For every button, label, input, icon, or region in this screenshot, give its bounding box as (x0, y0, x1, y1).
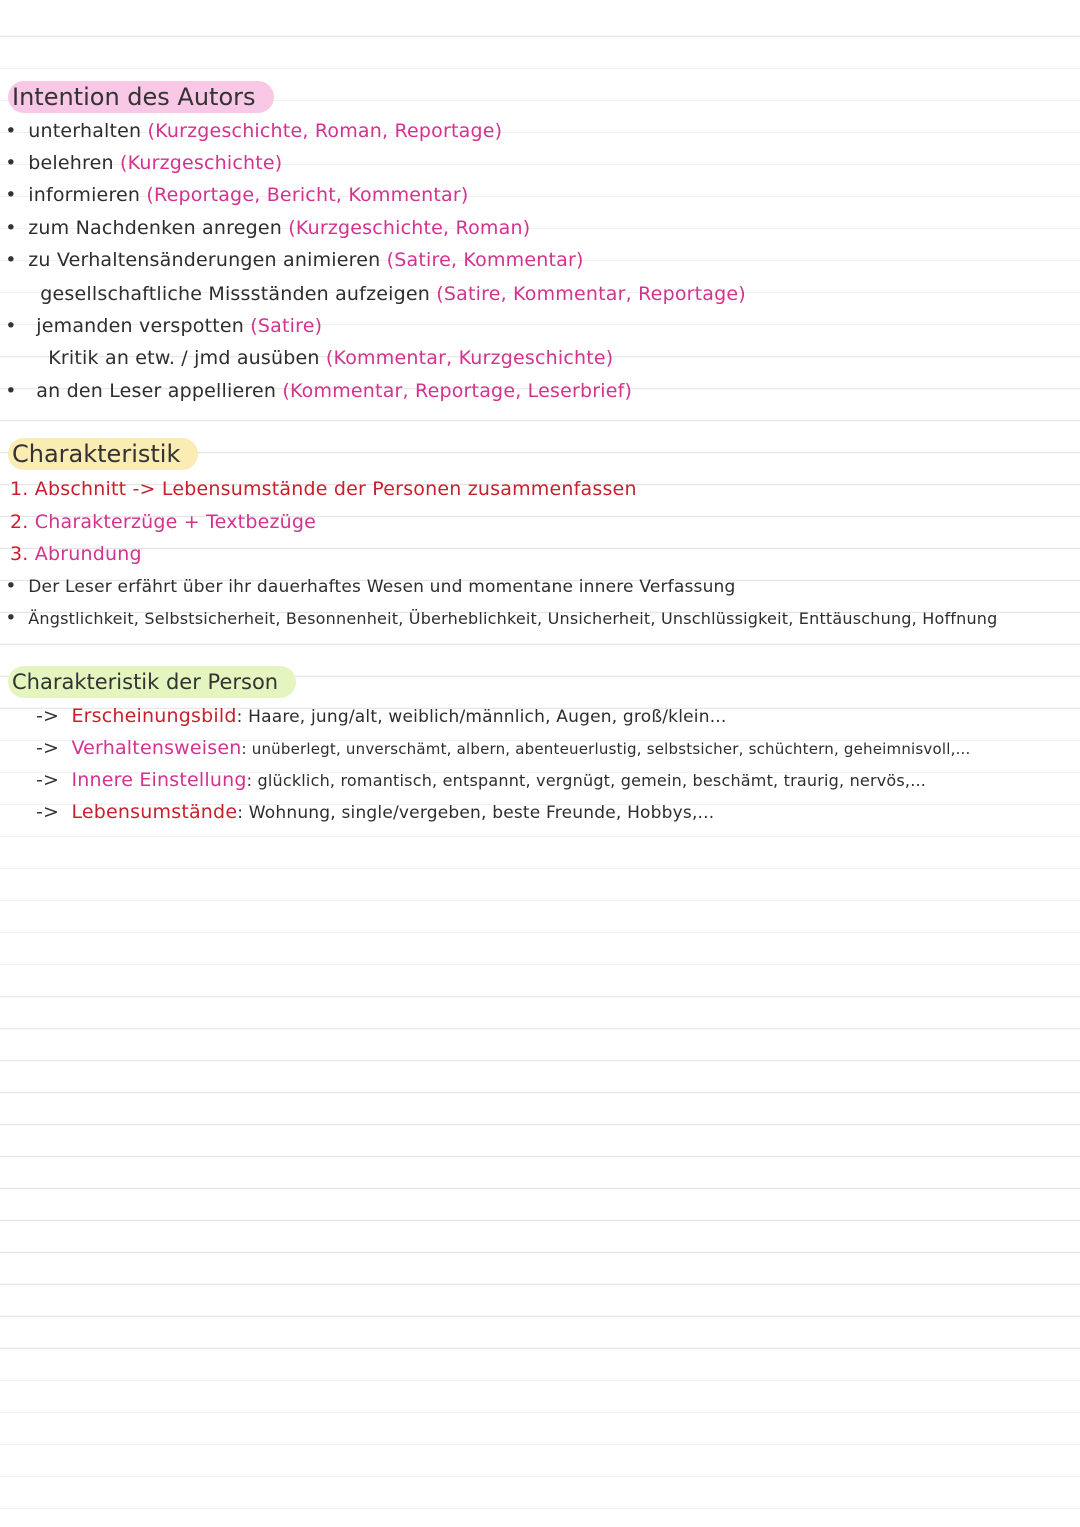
list-item (12, 281, 746, 307)
section-heading-intention: Intention des Autors (8, 81, 274, 113)
item-note: (Reportage, Bericht, Kommentar) (146, 184, 469, 206)
step-number: 2. (10, 511, 29, 533)
item-note: (Satire, Kommentar) (386, 249, 584, 271)
list-item (0, 182, 469, 208)
section-heading-charakteristik-person: Charakteristik der Person (8, 666, 296, 698)
step-number: 1. (10, 478, 29, 500)
item-text: : glücklich, romantisch, entspannt, vergnügt, gemein, beschämt, traurig, nervös,... (246, 771, 927, 790)
item-text: : Wohnung, single/vergeben, beste Freunde, Hobbys,... (237, 803, 715, 823)
item-text: unterhalten (28, 120, 142, 142)
bullet-icon: • (5, 217, 17, 239)
item-text: zu Verhaltensänderungen animieren (28, 249, 381, 271)
item-text: : Haare, jung/alt, weiblich/männlich, Augen, groß/klein... (236, 707, 727, 727)
arrow-right-icon: -> (36, 801, 60, 823)
list-item (0, 605, 998, 632)
item-text: : unüberlegt, unverschämt, albern, abenteuerlustig, selbstsicher, schüchtern, geheimnisvoll,... (241, 740, 971, 758)
item-note: (Kurzgeschichte, Roman, Reportage) (147, 120, 503, 142)
list-item (0, 378, 632, 404)
item-text: informieren (28, 184, 141, 206)
bullet-icon: • (5, 607, 17, 629)
item-note: (Kurzgeschichte) (120, 152, 283, 174)
item-text: belehren (28, 152, 114, 174)
item-note: (Kommentar, Kurzgeschichte) (325, 347, 614, 369)
item-text: zum Nachdenken anregen (28, 217, 283, 239)
list-item (0, 313, 322, 339)
arrow-right-icon: -> (36, 737, 60, 759)
arrow-right-icon: -> (36, 705, 60, 727)
bullet-icon: • (5, 315, 17, 337)
numbered-step (10, 541, 142, 567)
list-item (0, 118, 502, 144)
bullet-icon: • (5, 380, 17, 402)
step-text: Abrundung (34, 543, 142, 565)
list-item (36, 735, 971, 762)
list-item (36, 703, 727, 730)
item-note: (Satire, Kommentar, Reportage) (436, 283, 746, 305)
item-label: Verhaltensweisen (71, 737, 242, 759)
item-text: Kritik an etw. / jmd ausüben (48, 347, 320, 369)
list-item (36, 799, 714, 826)
step-number: 3. (10, 543, 29, 565)
step-text: Charakterzüge + Textbezüge (34, 511, 317, 533)
bullet-icon: • (5, 184, 17, 206)
item-text: jemanden verspotten (36, 315, 245, 337)
section-heading-charakteristik: Charakteristik (8, 438, 198, 470)
item-text: Ängstlichkeit, Selbstsicherheit, Besonnenheit, Überheblichkeit, Unsicherheit, Unschlüssigkeit, Enttäuschung, Hoffnung (28, 609, 998, 628)
arrow-right-icon: -> (36, 769, 60, 791)
list-item (36, 767, 926, 794)
bullet-icon: • (5, 575, 17, 597)
step-text: Abschnitt -> Lebensumstände der Personen zusammenfassen (34, 478, 637, 500)
item-note: (Kommentar, Reportage, Leserbrief) (282, 380, 633, 402)
list-item (0, 215, 530, 241)
list-item (0, 573, 736, 600)
item-text: an den Leser appellieren (36, 380, 277, 402)
list-item (0, 247, 584, 273)
item-label: Lebensumstände (71, 801, 238, 823)
list-item (0, 150, 282, 176)
item-note: (Satire) (250, 315, 323, 337)
numbered-step (10, 476, 637, 502)
bullet-icon: • (5, 152, 17, 174)
item-text: Der Leser erfährt über ihr dauerhaftes Wesen und momentane innere Verfassung (28, 577, 736, 597)
bullet-icon: • (5, 249, 17, 271)
list-item (12, 345, 613, 371)
bullet-icon: • (5, 120, 17, 142)
item-text: gesellschaftliche Missständen aufzeigen (40, 283, 430, 305)
item-label: Erscheinungsbild (71, 705, 237, 727)
item-note: (Kurzgeschichte, Roman) (288, 217, 531, 239)
item-label: Innere Einstellung (71, 769, 247, 791)
numbered-step (10, 509, 316, 535)
